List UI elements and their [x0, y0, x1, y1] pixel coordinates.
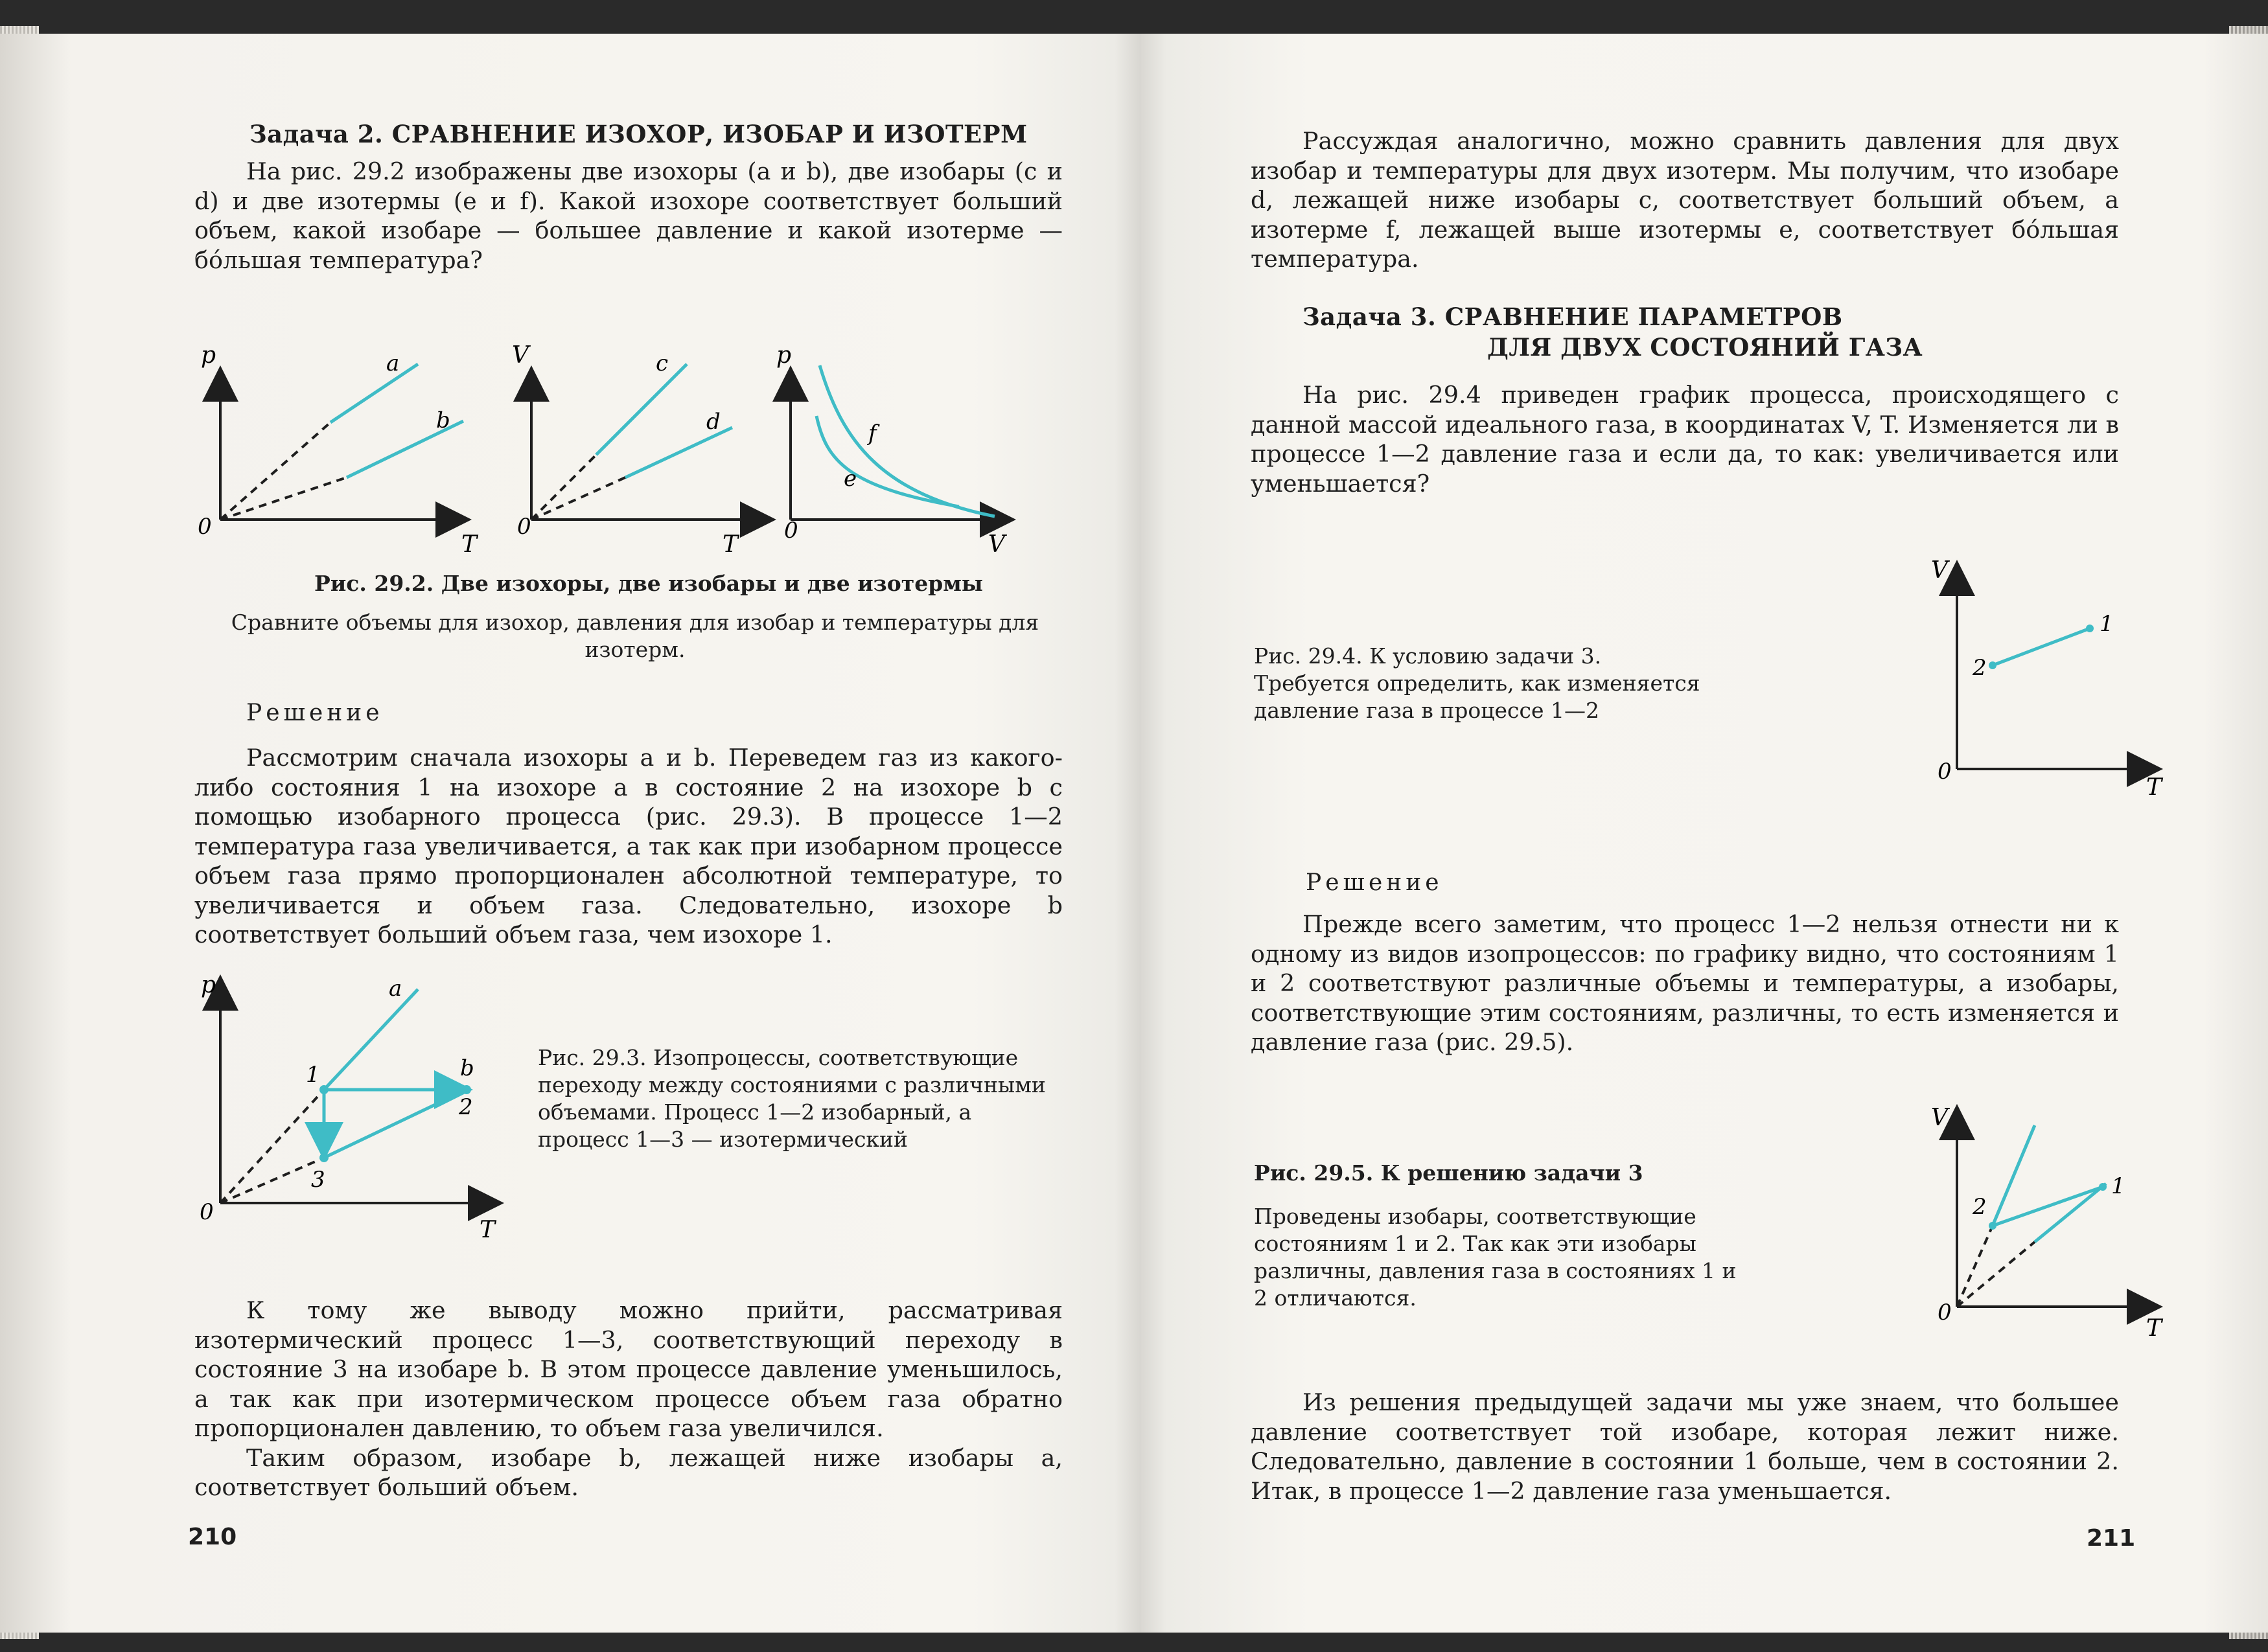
- fig295-point-1: 1: [2111, 1173, 2125, 1199]
- graph-isochores: [198, 342, 479, 558]
- figure-29-3-caption: Рис. 29.3. Изопроцессы, соответствующие переходу между состояниями с различными объемами. Процесс 1—2 изобарный, а процесс 1—3 — изотермический: [538, 1045, 1046, 1152]
- graph-isotherms: [776, 342, 1011, 558]
- fig295-xlabel: T: [2146, 1315, 2162, 1342]
- paragraph-final: Из решения предыдущей задачи мы уже знаем, что большее давление соответствует той изобаре, которая лежит ниже. Следовательно, давление в состоянии 1 больше, чем в состоянии 2. Итак, в процессе 1—2 давление газа уменьшается.: [1251, 1388, 2119, 1505]
- graph-isobars: [512, 342, 771, 558]
- graph2-xlabel: T: [723, 531, 739, 558]
- left-page: [0, 34, 1140, 1633]
- graph1-line-b: b: [436, 407, 450, 433]
- graph1-origin: 0: [198, 514, 212, 540]
- figure-29-5-note: Проведены изобары, соответствующие состояниям 1 и 2. Так как эти изобары различны, давления газа в состояниях 1 и 2 отличаются.: [1254, 1204, 1737, 1311]
- page-number-left: 210: [188, 1524, 237, 1550]
- fig294-point-2: 2: [1973, 655, 1987, 681]
- solution-paragraph-1: Рассмотрим сначала изохоры a и b. Переведем газ из какого-либо состояния 1 на изохоре a в состояние 2 на изохоре b с помощью изобарного процесса (рис. 29.3). В процессе 1—2 температура газа увеличивается, а так как при изобарном процессе объем газа прямо пропорционален абсолютной температуре, то увеличивается и объем газа. Следовательно, изохоре b соответствует больший объем газа, чем изохоре 1.: [194, 744, 1063, 948]
- figure-29-2-caption: Рис. 29.2. Две изохоры, две изобары и две изотермы: [314, 571, 984, 596]
- fig295-origin: 0: [1938, 1300, 1952, 1325]
- fig293-point-3: 3: [311, 1167, 325, 1193]
- solution-paragraph-right: Прежде всего заметим, что процесс 1—2 нельзя отнести ни к одному из видов изопроцессов: по графику видно, что состояниям 1 и 2 соответствуют различные объемы и температуры, а изобары, соответствующие этим состояниям, различны, то есть изменяется и давление газа (рис. 29.5).: [1251, 910, 2119, 1056]
- graph3-line-f: f: [868, 420, 877, 446]
- graph2-origin: 0: [517, 514, 531, 540]
- fig293-line-a: a: [389, 976, 402, 1002]
- figure-29-4-caption: Рис. 29.4. К условию задачи 3. Требуется определить, как изменяется давление газа в процессе 1—2: [1254, 643, 1700, 723]
- graph3-ylabel: p: [776, 342, 792, 369]
- task2-text: На рис. 29.2 изображены две изохоры (a и b), две изобары (c и d) и две изотермы (e и f). Какой изохоре соответствует больший объем, какой изобаре — большее давление и какой изотерме — бóльшая температура?: [194, 157, 1063, 274]
- solution-heading-right: Решение: [1306, 869, 1443, 896]
- fig293-line-b: b: [460, 1055, 474, 1081]
- task2-title: Задача 2. СРАВНЕНИЕ ИЗОХОР, ИЗОБАР И ИЗОТЕРМ: [249, 120, 1028, 148]
- right-page: [1140, 34, 2268, 1633]
- task3-title-line1: Задача 3. СРАВНЕНИЕ ПАРАМЕТРОВ: [1302, 303, 1843, 331]
- figure-29-2-note: Сравните объемы для изохор, давления для изобар и температуры для изотерм.: [231, 610, 1039, 662]
- paragraph-isothermal: К тому же выводу можно прийти, рассматривая изотермический процесс 1—3, соответствующий переходу в состояние 3 на изобаре b. В этом процессе давление уменьшилось, а так как при изотермическом процессе объем газа обратно пропорционален давлению, то объем газа увеличился.: [194, 1296, 1063, 1442]
- graph1-line-a: a: [386, 350, 400, 376]
- figure-29-5: [1905, 1096, 2164, 1349]
- figure-29-3: [194, 967, 531, 1252]
- fig294-point-1: 1: [2100, 611, 2114, 637]
- fig294-ylabel: V: [1931, 557, 1948, 584]
- figure-29-2: [194, 332, 1037, 565]
- figure-29-4: [1905, 545, 2164, 798]
- figure-29-5-caption: Рис. 29.5. К решению задачи 3: [1254, 1160, 1643, 1186]
- fig295-point-2: 2: [1973, 1194, 1987, 1220]
- graph3-origin: 0: [784, 518, 798, 544]
- graph2-ylabel: V: [512, 342, 529, 369]
- graph2-line-c: c: [656, 350, 669, 376]
- fig293-xlabel: T: [480, 1217, 496, 1243]
- solution-heading-left: Решение: [246, 700, 384, 726]
- fig293-point-2: 2: [459, 1094, 473, 1120]
- task3-text: На рис. 29.4 приведен график процесса, происходящего с данной массой идеального газа, в координатах V, T. Изменяется ли в процессе 1—2 давление газа и если да, то как: увеличивается или уменьшается?: [1251, 381, 2119, 498]
- fig294-origin: 0: [1938, 759, 1952, 785]
- graph1-ylabel: p: [201, 342, 216, 369]
- graph3-xlabel: V: [988, 531, 1005, 558]
- task3-title-line2: ДЛЯ ДВУХ СОСТОЯНИЙ ГАЗА: [1487, 333, 1923, 361]
- paragraph-analogy: Рассуждая аналогично, можно сравнить давления для двух изобар и температуры для двух изотерм. Мы получим, что изобаре d, лежащей ниже изобары c, соответствует больший объем, а изотерме f, лежащей выше изотермы e, соответствует бóльшая температура.: [1251, 127, 2119, 273]
- fig293-origin: 0: [200, 1199, 214, 1225]
- graph2-line-d: d: [706, 409, 721, 435]
- fig293-ylabel: p: [201, 972, 216, 998]
- graph3-line-e: e: [844, 466, 857, 492]
- fig295-ylabel: V: [1931, 1105, 1948, 1131]
- fig294-xlabel: T: [2146, 774, 2162, 798]
- paragraph-conclusion-left: Таким образом, изобаре b, лежащей ниже изобары a, соответствует больший объем.: [194, 1443, 1063, 1501]
- page-number-right: 211: [2087, 1525, 2136, 1552]
- fig293-point-1: 1: [306, 1062, 320, 1088]
- graph1-xlabel: T: [461, 531, 478, 558]
